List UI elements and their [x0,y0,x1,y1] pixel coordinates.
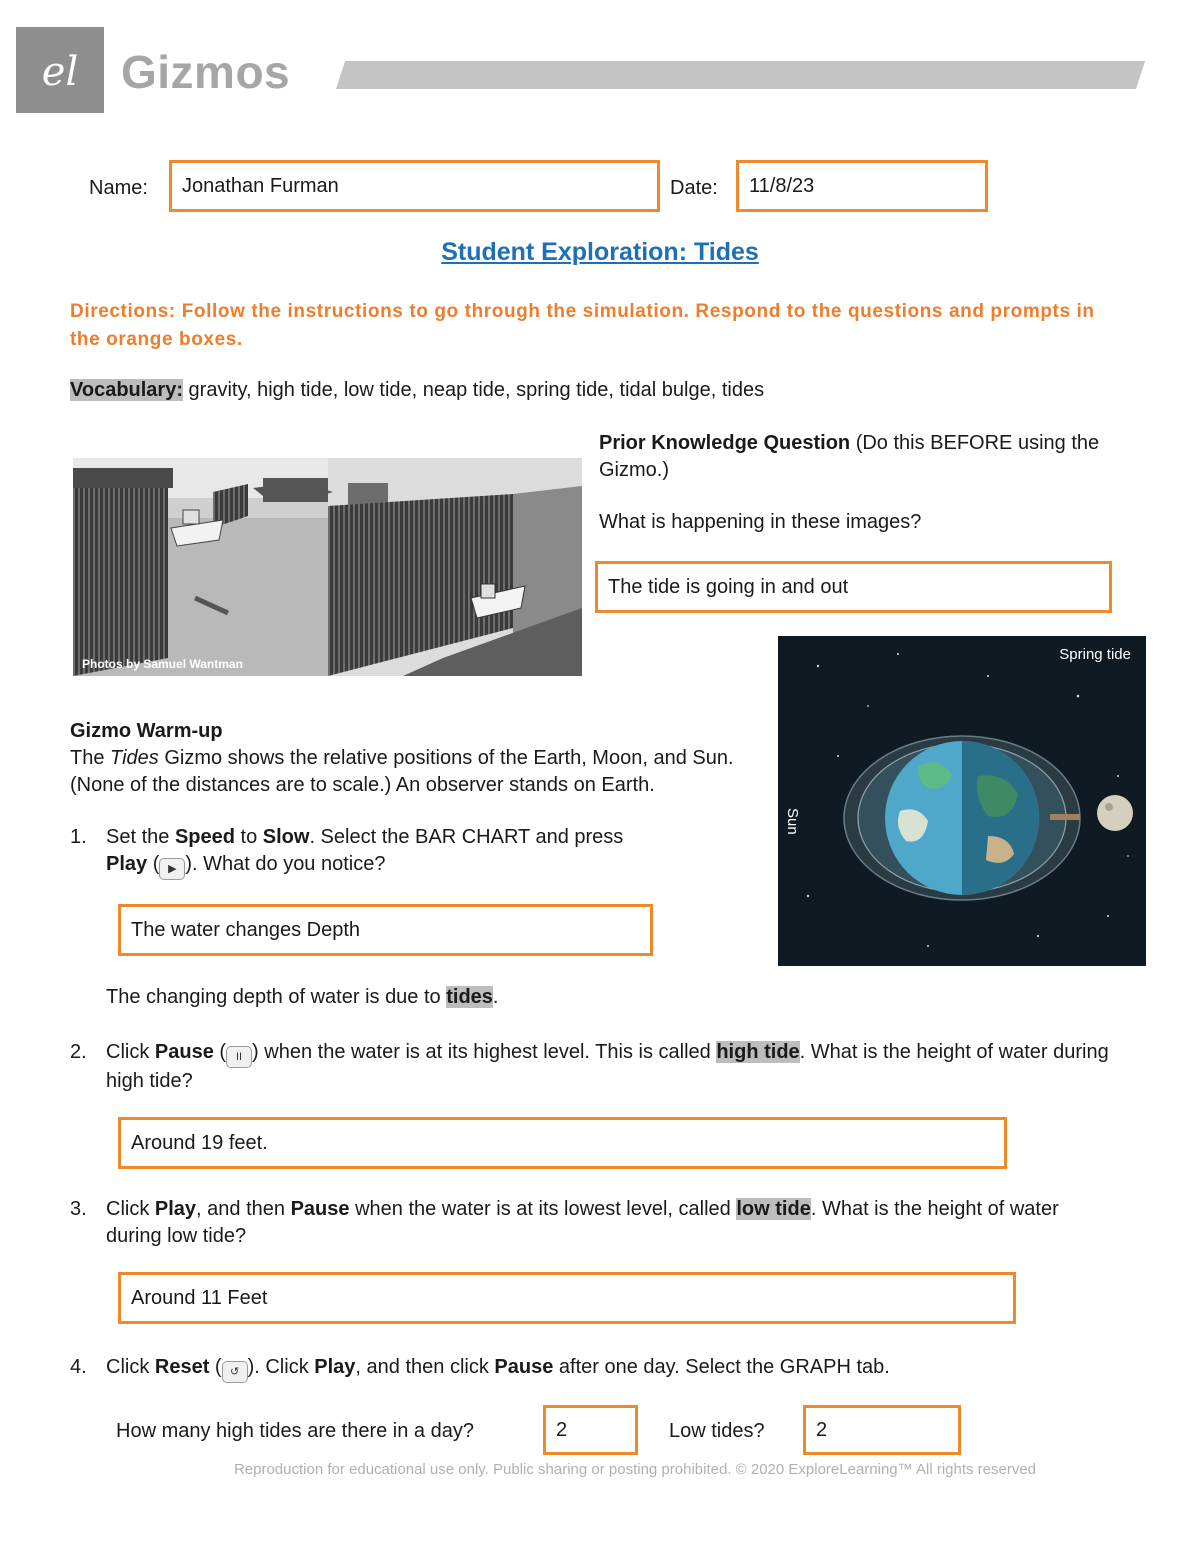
q1-bold-play: Play [106,853,148,875]
q3-number: 3. [70,1198,87,1220]
gizmos-logo-word: Gizmos [121,46,291,98]
prior-heading-bold: Prior Knowledge Question [599,432,851,454]
question-2 [70,1039,1135,1095]
q2-highlight: high tide [716,1041,800,1063]
q1-follow-highlight: tides [446,986,493,1008]
name-field[interactable] [169,160,660,212]
q2-answer: Around 19 feet. [131,1132,268,1154]
spring-tide-label: Spring tide [1059,646,1131,663]
q3-highlight: low tide [736,1198,811,1220]
low-tides-question: Low tides? [669,1420,765,1442]
q2-number: 2. [70,1041,87,1063]
q1-bold-slow: Slow [262,826,310,848]
q1-follow-text: The changing depth of water is due to [106,986,447,1008]
warmup-intro [70,745,760,799]
page-title: Student Exploration: Tides [441,238,759,266]
prior-answer-box[interactable] [595,561,1112,613]
date-field[interactable] [736,160,988,212]
high-tides-question: How many high tides are there in a day? [116,1420,474,1442]
q3-text: when the water is at its lowest level, called [349,1198,737,1220]
q4-text: ). Click [247,1356,315,1378]
q1-follow [106,984,498,1011]
logo-mark-text: el [41,49,79,95]
q1-text: Set the [106,826,175,848]
photo-caption: Photos by Samuel Wantman [82,657,243,671]
q2-text: Click [106,1041,155,1063]
intro-part2: Gizmo shows the relative positions of the Earth, Moon, and Sun. (None of the distances are to scale.) An observer stands on Earth. [70,747,734,796]
q4-text: , and then click [355,1356,495,1378]
q4-bold-reset: Reset [154,1356,210,1378]
q1-text: . Select the BAR CHART and press [309,826,624,848]
q3-text: Click [106,1198,155,1220]
intro-italic: Tides [110,747,159,769]
pause-icon: II [226,1046,252,1068]
q4-bold-pause: Pause [494,1356,554,1378]
question-1 [70,824,670,880]
q1-text: to [234,826,263,848]
name-label: Name: [89,177,148,199]
prior-knowledge-heading [599,430,1129,484]
high-tides-answer-box[interactable] [543,1405,638,1455]
q3-text: , and then [196,1198,291,1220]
harbor-photos [73,458,582,676]
q3-answer: Around 11 Feet [131,1287,268,1309]
date-label: Date: [670,177,718,199]
q4-text: ( [209,1356,222,1378]
spring-tide-diagram [778,636,1146,966]
q4-number: 4. [70,1356,87,1378]
q1-follow-end: . [492,986,499,1008]
sun-label: Sun [784,808,801,835]
prior-heading-rest: (Do this BEFORE using the Gizmo.) [599,432,1100,481]
q3-text: . What is the height of water during low tide? [106,1198,1059,1247]
q4-bold-play: Play [314,1356,356,1378]
q1-answer-box[interactable] [118,904,653,956]
q1-text: ). What do you notice? [185,853,386,875]
q4-text: after one day. Select the GRAPH tab. [553,1356,890,1378]
q2-text: ( [213,1041,227,1063]
q1-text: ( [147,853,160,875]
q2-answer-box[interactable] [118,1117,1007,1169]
q3-answer-box[interactable] [118,1272,1016,1324]
q3-bold-play: Play [154,1198,197,1220]
warmup-heading: Gizmo Warm-up [70,720,223,742]
intro-part1: The [70,747,111,769]
question-3 [70,1196,1110,1250]
vocabulary-terms: gravity, high tide, low tide, neap tide, spring tide, tidal bulge, tides [183,379,765,401]
vocabulary-label: Vocabulary: [70,379,183,401]
q1-number: 1. [70,826,87,848]
header-bar [336,61,1145,89]
prior-question: What is happening in these images? [599,511,922,533]
directions-text: Directions: Follow the instructions to go through the simulation. Respond to the questions and prompts in the orange boxes. [70,301,1095,350]
question-4 [70,1354,1130,1383]
reset-icon: ↺ [222,1361,248,1383]
q2-bold-pause: Pause [154,1041,214,1063]
play-icon: ▶ [159,858,185,880]
low-tides-answer-box[interactable] [803,1405,961,1455]
date-value: 11/8/23 [749,175,815,197]
copyright-footer: Reproduction for educational use only. Public sharing or posting prohibited. © 2020 ExploreLearning™ All rights reserved [233,1461,1037,1478]
q1-bold-speed: Speed [174,826,235,848]
q2-text: ) when the water is at its highest level. This is called [252,1041,717,1063]
name-value: Jonathan Furman [182,175,339,197]
q1-answer: The water changes Depth [131,919,361,941]
prior-answer: The tide is going in and out [608,576,849,598]
q3-bold-pause: Pause [290,1198,350,1220]
q2-text: . What is the height of water during high tide? [106,1041,1109,1092]
q4-text: Click [106,1356,155,1378]
high-tides-answer: 2 [556,1419,568,1441]
gizmos-logo-mark [16,27,104,113]
low-tides-answer: 2 [816,1419,828,1441]
vocabulary-line [70,378,764,402]
